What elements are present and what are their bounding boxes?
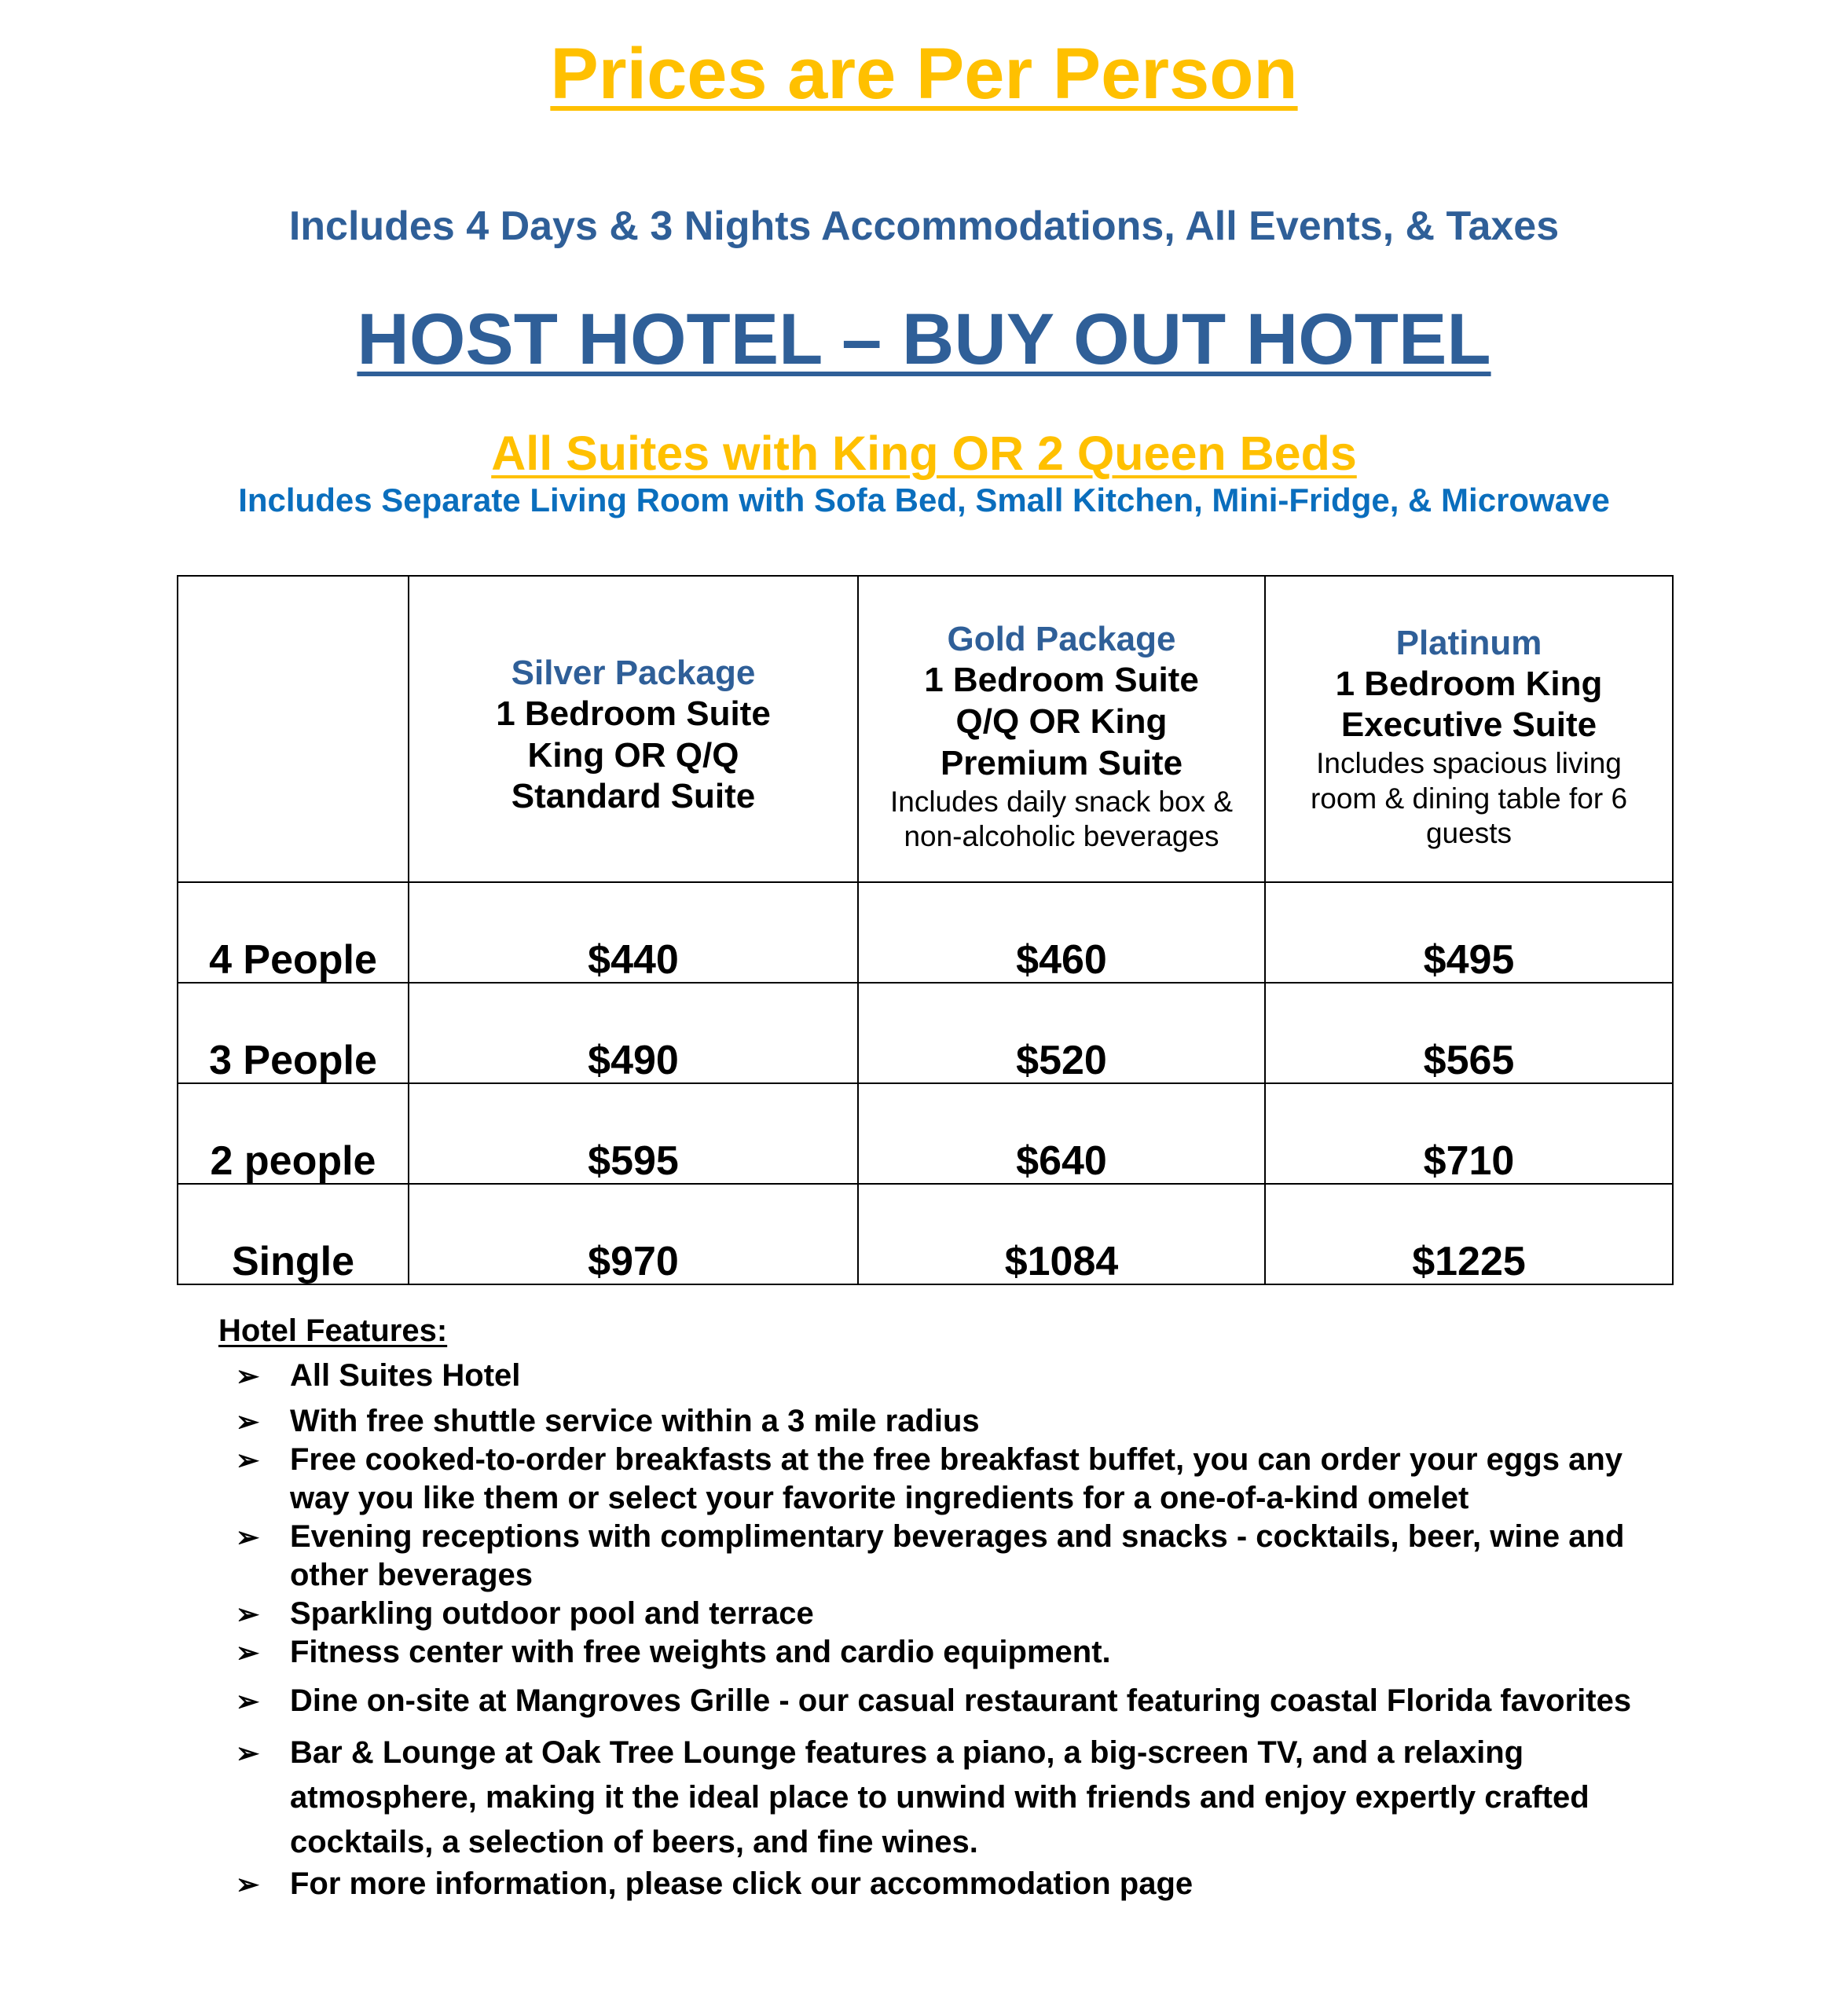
package-name: Platinum xyxy=(1395,623,1542,662)
arrowhead-bullet-icon: ➢ xyxy=(236,1598,260,1630)
feature-text: Sparkling outdoor pool and terrace xyxy=(290,1596,814,1631)
price-cell: $490 xyxy=(409,983,858,1083)
package-line: Q/Q OR King xyxy=(955,702,1168,742)
arrowhead-bullet-icon: ➢ xyxy=(236,1868,260,1900)
arrowhead-bullet-icon: ➢ xyxy=(236,1521,260,1553)
package-line: Standard Suite xyxy=(511,777,756,816)
price-cell: $565 xyxy=(1265,983,1673,1083)
package-note: guests xyxy=(1425,816,1512,849)
package-note: non-alcoholic beverages xyxy=(904,820,1219,853)
arrowhead-bullet-icon: ➢ xyxy=(236,1737,260,1769)
feature-text: All Suites Hotel xyxy=(290,1358,521,1393)
package-note: Includes daily snack box & xyxy=(889,785,1233,818)
feature-text: Free cooked-to-order breakfasts at the free breakfast buffet, you can order your eggs any way you like them or select your favorite ingredients for a one-of-a-kind omelet xyxy=(290,1442,1623,1515)
package-line: 1 Bedroom Suite xyxy=(496,694,771,733)
price-table xyxy=(177,575,1674,1285)
occupancy-label: 4 People xyxy=(178,882,409,983)
price-cell: $1084 xyxy=(858,1184,1265,1284)
table-row xyxy=(178,1184,1673,1284)
feature-item xyxy=(218,1402,1648,1441)
feature-item xyxy=(218,1595,1648,1633)
feature-item xyxy=(218,1679,1648,1723)
occupancy-label: 2 people xyxy=(178,1083,409,1184)
price-cell: $440 xyxy=(409,882,858,983)
includes-line: Includes 4 Days & 3 Nights Accommodations, All Events, & Taxes xyxy=(288,203,1560,249)
table-header-row xyxy=(178,576,1673,882)
package-line: Executive Suite xyxy=(1340,705,1597,745)
hotel-features xyxy=(218,1313,1648,1903)
arrowhead-bullet-icon: ➢ xyxy=(236,1405,260,1438)
price-cell: $460 xyxy=(858,882,1265,983)
package-note: room & dining table for 6 xyxy=(1310,782,1628,815)
price-cell: $640 xyxy=(858,1083,1265,1184)
arrowhead-bullet-icon: ➢ xyxy=(236,1685,260,1717)
feature-item xyxy=(218,1441,1648,1518)
feature-item xyxy=(218,1518,1648,1595)
feature-item[interactable] xyxy=(218,1865,1648,1903)
suites-heading xyxy=(0,426,1848,481)
arrowhead-bullet-icon: ➢ xyxy=(236,1360,260,1392)
feature-text: Dine on-site at Mangroves Grille - our casual restaurant featuring coastal Florida favorites xyxy=(290,1683,1632,1718)
package-line: King OR Q/Q xyxy=(527,735,739,775)
package-name: Gold Package xyxy=(947,620,1176,659)
package-note: Includes spacious living xyxy=(1316,747,1622,780)
features-heading: Hotel Features: xyxy=(218,1313,448,1348)
price-cell: $710 xyxy=(1265,1083,1673,1184)
occupancy-label: 3 People xyxy=(178,983,409,1083)
occupancy-label: Single xyxy=(178,1184,409,1284)
price-cell: $520 xyxy=(858,983,1265,1083)
arrowhead-bullet-icon: ➢ xyxy=(236,1444,260,1476)
package-header-platinum xyxy=(1265,576,1673,882)
feature-text: Fitness center with free weights and cardio equipment. xyxy=(290,1635,1111,1669)
feature-text: With free shuttle service within a 3 mile radius xyxy=(290,1404,980,1438)
table-row xyxy=(178,1083,1673,1184)
feature-item xyxy=(218,1731,1648,1865)
package-header-silver xyxy=(409,576,858,882)
arrowhead-bullet-icon: ➢ xyxy=(236,1636,260,1669)
package-name: Silver Package xyxy=(511,653,756,692)
suites-heading-text: All Suites with King OR 2 Queen Beds xyxy=(491,427,1357,480)
price-cell: $1225 xyxy=(1265,1184,1673,1284)
feature-item xyxy=(218,1357,1648,1395)
hotel-heading xyxy=(0,299,1848,381)
package-line: Premium Suite xyxy=(940,743,1183,782)
package-line: 1 Bedroom King xyxy=(1335,664,1603,703)
package-header-gold xyxy=(858,576,1265,882)
hotel-heading-text: HOST HOTEL – BUY OUT HOTEL xyxy=(357,299,1491,379)
price-cell: $495 xyxy=(1265,882,1673,983)
suites-detail: Includes Separate Living Room with Sofa Bed, Small Kitchen, Mini-Fridge, & Microwave xyxy=(238,482,1610,518)
table-row xyxy=(178,882,1673,983)
feature-text: Bar & Lounge at Oak Tree Lounge features a piano, a big-screen TV, and a relaxing atmosphere, making it the ideal place to unwind with friends and enjoy expertly crafted cocktails, a selection of beers, and fine wines. xyxy=(290,1735,1590,1859)
price-cell: $970 xyxy=(409,1184,858,1284)
feature-text: Evening receptions with complimentary beverages and snacks - cocktails, beer, wine and other beverages xyxy=(290,1519,1625,1592)
table-row xyxy=(178,983,1673,1083)
page-title xyxy=(0,33,1848,115)
header-corner-cell xyxy=(178,576,409,882)
price-cell: $595 xyxy=(409,1083,858,1184)
package-line: 1 Bedroom Suite xyxy=(924,661,1199,700)
features-list xyxy=(218,1357,1648,1903)
page-title-text: Prices are Per Person xyxy=(550,34,1298,114)
feature-item xyxy=(218,1633,1648,1672)
accommodation-page-link[interactable]: For more information, please click our accommodation page xyxy=(290,1866,1194,1901)
